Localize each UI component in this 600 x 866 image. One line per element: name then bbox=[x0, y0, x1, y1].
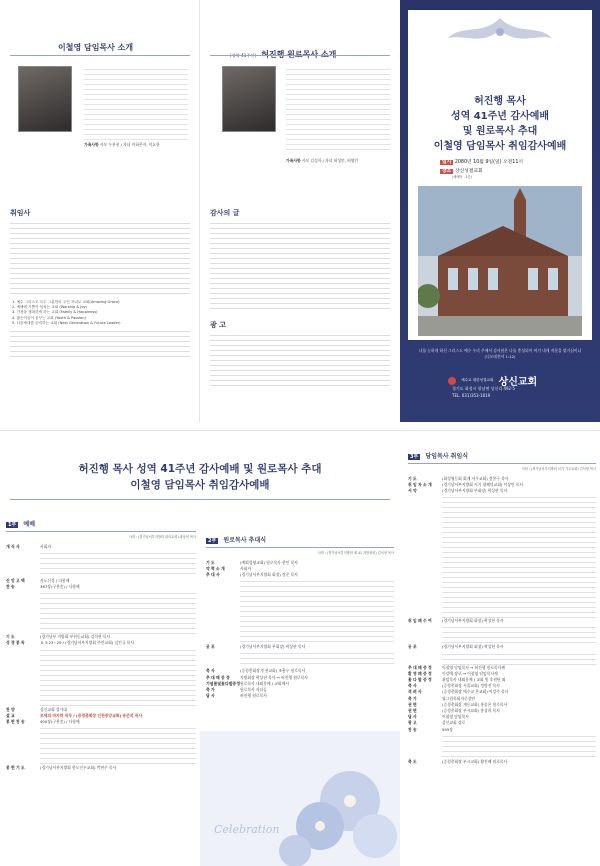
part2-title: 원로목사 추대식 bbox=[223, 537, 267, 544]
panel2-family: 가족사항 사모 김성자 / 자녀 허성민, 허영민 bbox=[286, 158, 359, 163]
place-label-badge: 장소 bbox=[442, 169, 452, 174]
part3-header bbox=[408, 443, 596, 464]
panel-elder-intro bbox=[200, 0, 400, 422]
part3-presider: 사회 : (경기남서부지방회 서기 거주교회) 김석영 목사 bbox=[521, 467, 596, 471]
cover-title-line4: 이철영 담임목사 취임감사예배 bbox=[433, 141, 567, 152]
church-building-image bbox=[418, 186, 582, 336]
part1-presider: 사회 : (경기남서부지방회 내리교회) 곽상현 목사 bbox=[128, 535, 196, 539]
order-row: 축 사 (증경총회장 인천교회) 조용우 원로목사 bbox=[206, 668, 306, 674]
goal-item: 5. 다음세대를 준비하는 교회 (Next Generation & Future Leader) bbox=[12, 320, 121, 325]
order-row: 공 포 (경기남서부지방회 회장) 곽상현 목사 bbox=[408, 644, 504, 650]
part2-presider: 사회 : (경기남서부지방회 제 41 지방장회) 김석정 목사 bbox=[317, 551, 394, 555]
order-row: 축 가 필그림목회자중창단 bbox=[408, 695, 476, 701]
order-row: 추 대 패 증 정 이철영 담임목사 → 허진행 원로목사께 bbox=[408, 664, 506, 670]
order-row: 환 영 패 증 정 이강애 장로 → 이철영 담임목사께 bbox=[408, 670, 498, 676]
cover-verse: 나를 능하게 하신 그리스도 예수 우리 주께서 감사함은 나를 충성되이 여겨 내게 직분을 맡기심이니 (디모데전서 1:12) bbox=[418, 348, 582, 359]
cover-date-row bbox=[440, 158, 523, 165]
part2-header bbox=[206, 527, 394, 548]
cover-card bbox=[408, 10, 592, 340]
panel2-career bbox=[286, 66, 390, 154]
celebration-script: Celebration bbox=[214, 823, 280, 836]
part1-hymn-text bbox=[40, 590, 196, 634]
church-logo-icon bbox=[448, 377, 456, 385]
order-row: 기 도 (예외성평교회) 원로목사 한인 목사 bbox=[206, 559, 298, 565]
order-row: 설 교 모세의 마지막 직무 / (증경총회장 인천중앙교회) 송준석 목사 bbox=[6, 712, 143, 718]
date-text: 2080년 10월 9일(일) 오전11시 bbox=[454, 160, 524, 165]
order-row: 추 대 패 증 정 지방회장 곽상현 목사 → 허진행 원로목사 bbox=[206, 674, 308, 680]
order-row: 축 가 원로목사 자녀들 bbox=[206, 687, 267, 693]
order-row: 찬 송 367장(구찬송) / 다함께 bbox=[6, 584, 80, 589]
order-row: 취 임 패 수 여 (경기남서부지방회 회장) 곽상현 목사 bbox=[408, 618, 504, 624]
panel-pastor-intro bbox=[0, 0, 200, 422]
church-address: 경기도 화성시 향남면 상신리 492-5 bbox=[452, 386, 516, 391]
panel1-section-title: 취임사 bbox=[10, 209, 31, 217]
cover-title-line1: 허진행 목사 bbox=[474, 96, 526, 107]
spread-divider bbox=[0, 422, 600, 430]
panel2-heading-rule bbox=[210, 55, 390, 56]
part1-offering-text bbox=[40, 725, 196, 765]
panel2-thanks-text bbox=[210, 220, 390, 312]
banner-line1: 허진행 목사 성역 41주년 감사예배 및 원로목사 추대 bbox=[78, 463, 322, 475]
panel1-goal-list bbox=[12, 300, 192, 326]
place-sub: (예배당 - 1층) bbox=[452, 175, 473, 179]
panel2-notice-text bbox=[210, 332, 390, 390]
order-row: 축 사 (증경총회장 서울교회) 정병진 목사 bbox=[408, 683, 500, 689]
panel2-heading-wrap bbox=[230, 42, 336, 61]
part2-block bbox=[206, 527, 394, 699]
order-row: 추 대 사 (경기남서부지방회 회장) 정준 목사 bbox=[206, 572, 298, 577]
panel1-heading: 이철영 담임목사 소개 bbox=[58, 43, 134, 52]
cover-title-block bbox=[408, 94, 592, 154]
order-row: 축 도 (증경총회장 부시교회) 황진배 원로목사 bbox=[408, 758, 508, 764]
order-row: 광 고 상신교회 장로 bbox=[408, 720, 466, 726]
part1-title: 예배 bbox=[23, 521, 35, 528]
order-row: 기 도 (화성영등회 회계 서무교회) 정봉구 목사 bbox=[408, 475, 509, 481]
date-label-badge: 일시 bbox=[442, 160, 452, 165]
cover-title-line3: 및 원로목사 추대 bbox=[462, 126, 538, 137]
panel1-closing-text bbox=[10, 328, 190, 358]
cover-panel bbox=[400, 0, 600, 422]
part2-number: 2부 bbox=[208, 538, 217, 544]
goal-item: 4. 젊은이들이 꿈꾸는 교회 (Youth & Passion) bbox=[12, 315, 86, 320]
part3-hymn-text bbox=[442, 733, 596, 759]
panel1-heading-rule bbox=[10, 55, 190, 56]
panel2-notice-title: 광 고 bbox=[210, 321, 226, 329]
part2-proclamation-text bbox=[240, 650, 394, 668]
goal-item: 2. 예배에 기쁨이 넘치는 교회 (Worship & Joy) bbox=[12, 305, 88, 310]
order-row: 기 념 품 및 꽃 다 발 증 정원로목사 내외분께 / 교회에서 bbox=[206, 680, 289, 686]
ornament-icon bbox=[442, 16, 558, 56]
inner-spread bbox=[0, 430, 600, 866]
church-name: 상신교회 bbox=[498, 377, 538, 388]
place-text: 상신성결교회 bbox=[454, 169, 483, 174]
banner-rule bbox=[10, 499, 390, 500]
part3-title: 담임목사 취임식 bbox=[425, 453, 469, 460]
inner-banner bbox=[0, 461, 400, 493]
order-row: 꽃 다 발 증 정 취임목사 내외분께 / 교회 및 후원단 외 bbox=[408, 677, 506, 683]
senior-pastor-photo bbox=[18, 66, 72, 132]
banner-line2: 이철영 담임목사 취임감사예배 bbox=[130, 479, 270, 491]
part3-proclaim-text bbox=[442, 651, 596, 665]
order-row: 격 려 사 (증경총회장 예수교 본교회) 이강주 목사 bbox=[408, 689, 509, 695]
part1-number: 1부 bbox=[8, 522, 17, 528]
order-row: 개 식 사 사회자 bbox=[6, 543, 52, 549]
panel2-thanks-title: 감사의 글 bbox=[210, 209, 240, 217]
part1-scripture-text bbox=[40, 647, 196, 707]
flower-decoration-image bbox=[200, 731, 400, 866]
order-row: 권 면 (증경총회장 부시교회) 홍상희 목사 bbox=[408, 708, 500, 714]
goal-item: 1. 예수 그리스도 모두 그분만의 주인 자녀로 교회(Amazing Grace) bbox=[12, 300, 120, 304]
part1-block bbox=[6, 511, 196, 771]
order-row: 답 사 이철영 담임목사 bbox=[408, 714, 469, 720]
part1-header bbox=[6, 511, 196, 532]
church-denomination: 예수교 대한성결교회 bbox=[461, 378, 494, 382]
order-row: 봉 헌 찬 송 400장(구찬송) / 다함께 bbox=[6, 719, 80, 725]
church-tel: TEL. 031)353-1819 bbox=[452, 393, 491, 398]
order-row: 약 력 소 개 사회자 bbox=[206, 565, 252, 571]
order-row: 권 면 (증경총회장 계동교회) 홍종은 원로목사 bbox=[408, 701, 508, 707]
order-row: 답 사 허진행 원로목사 bbox=[206, 693, 267, 699]
order-row: 성 경 봉 독 요 3:23~29 / (경기남서부지방회 주안교회) 김인규 목사 bbox=[6, 640, 135, 646]
goal-item: 3. 가정을 행복하게 하는 교회 (Family & Happiness) bbox=[12, 310, 98, 315]
order-row: 취 임 자 소 개 (경기남서부지방회 서기 광해덕교회) 이상민 목사 bbox=[408, 481, 524, 487]
panel1-family: 가족사항 사모 우찬선 / 자녀 이하은자, 이요한 bbox=[84, 142, 160, 147]
order-row: 공 포 (경기남서부지방회 부회장) 곽상현 목사 bbox=[206, 644, 306, 650]
order-row: 봉 헌 기 도 (경기남서부지방회 한도인우교회) 박현주 목사 bbox=[6, 765, 117, 771]
part3-block bbox=[408, 443, 596, 765]
elder-pastor-photo bbox=[222, 66, 276, 132]
cover-place-row bbox=[440, 167, 483, 174]
order-row: 찬 송 595장 bbox=[408, 726, 453, 732]
part3-number: 3부 bbox=[410, 454, 419, 460]
panel1-body-text bbox=[10, 220, 190, 298]
order-row: 기 도 (경기남부 지방회 부천동교회) 김석현 목사 bbox=[6, 634, 111, 640]
order-row: 서 약 (경기남서부지방회 부회장) 곽상현 목사 bbox=[408, 488, 508, 493]
part3-vow-text bbox=[442, 494, 596, 618]
cover-title-line2: 성역 41주년 감사예배 bbox=[450, 111, 550, 122]
part2-proposal-text bbox=[240, 578, 394, 644]
panel1-career bbox=[84, 66, 188, 140]
part1-text-block bbox=[40, 550, 196, 578]
part3-plaque-text bbox=[442, 624, 596, 644]
order-row: 찬 양 상신교회 성가대 bbox=[6, 706, 67, 712]
order-row: 신 앙 고 백 사도신경 / 다함께 bbox=[6, 577, 70, 583]
